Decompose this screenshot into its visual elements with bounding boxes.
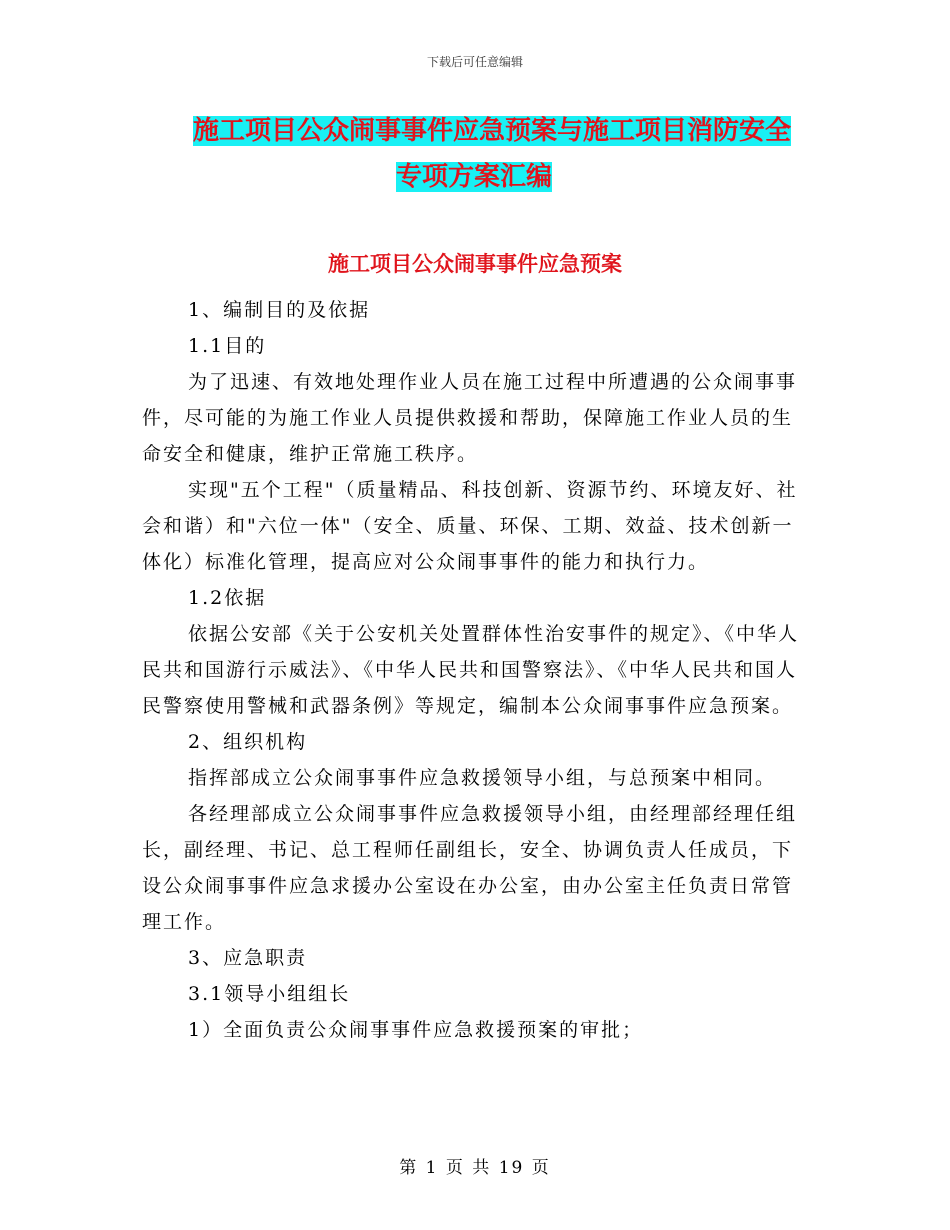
document-title-text-1: 施工项目公众闹事事件应急预案与施工项目消防安全 <box>193 116 792 146</box>
paragraph-command-group: 指挥部成立公众闹事事件应急救援领导小组，与总预案中相同。 <box>188 767 777 789</box>
paragraph-standardization: 实现"五个工程"（质量精品、科技创新、资源节约、环境友好、社会和谐）和"六位一体"（安全、质量、环保、工期、效益、技术创新一体化）标准化管理，提高应对公众闹事事件的能力和执行力。 <box>142 479 798 573</box>
page-footer: 第 1 页 共 19 页 <box>399 1158 551 1178</box>
heading-1: 1、编制目的及依据 <box>188 299 371 321</box>
document-title-text-2: 专项方案汇编 <box>396 162 553 192</box>
paragraph-basis: 依据公安部《关于公安机关处置群体性治安事件的规定》、《中华人民共和国游行示威法》、《中华人民共和国警察法》、《中华人民共和国人民警察使用警械和武器条例》等规定，编制本公众闹事事件应急预案。 <box>142 623 800 717</box>
document-body <box>142 292 802 1048</box>
paragraph-department-group: 各经理部成立公众闹事事件应急救援领导小组，由经理部经理任组长，副经理、书记、总工程师任副组长，安全、协调负责人任成员，下设公众闹事事件应急求援办公室设在办公室，由办公室主任负责日常管理工作。 <box>142 803 798 933</box>
header-note: 下载后可任意编辑 <box>426 55 523 69</box>
heading-1-2: 1.2依据 <box>188 587 267 609</box>
document-title <box>193 108 805 200</box>
section-title: 施工项目公众闹事事件应急预案 <box>328 252 622 276</box>
heading-1-1: 1.1目的 <box>188 335 267 357</box>
heading-3: 3、应急职责 <box>188 947 308 969</box>
document-title-line-1 <box>193 108 805 154</box>
heading-2: 2、组织机构 <box>188 731 308 753</box>
document-title-line-2 <box>193 154 805 200</box>
list-item-1: 1）全面负责公众闹事事件应急救援预案的审批； <box>188 1019 644 1041</box>
heading-3-1: 3.1领导小组组长 <box>188 983 351 1005</box>
paragraph-purpose: 为了迅速、有效地处理作业人员在施工过程中所遭遇的公众闹事事件，尽可能的为施工作业人员提供救援和帮助，保障施工作业人员的生命安全和健康，维护正常施工秩序。 <box>142 371 798 465</box>
